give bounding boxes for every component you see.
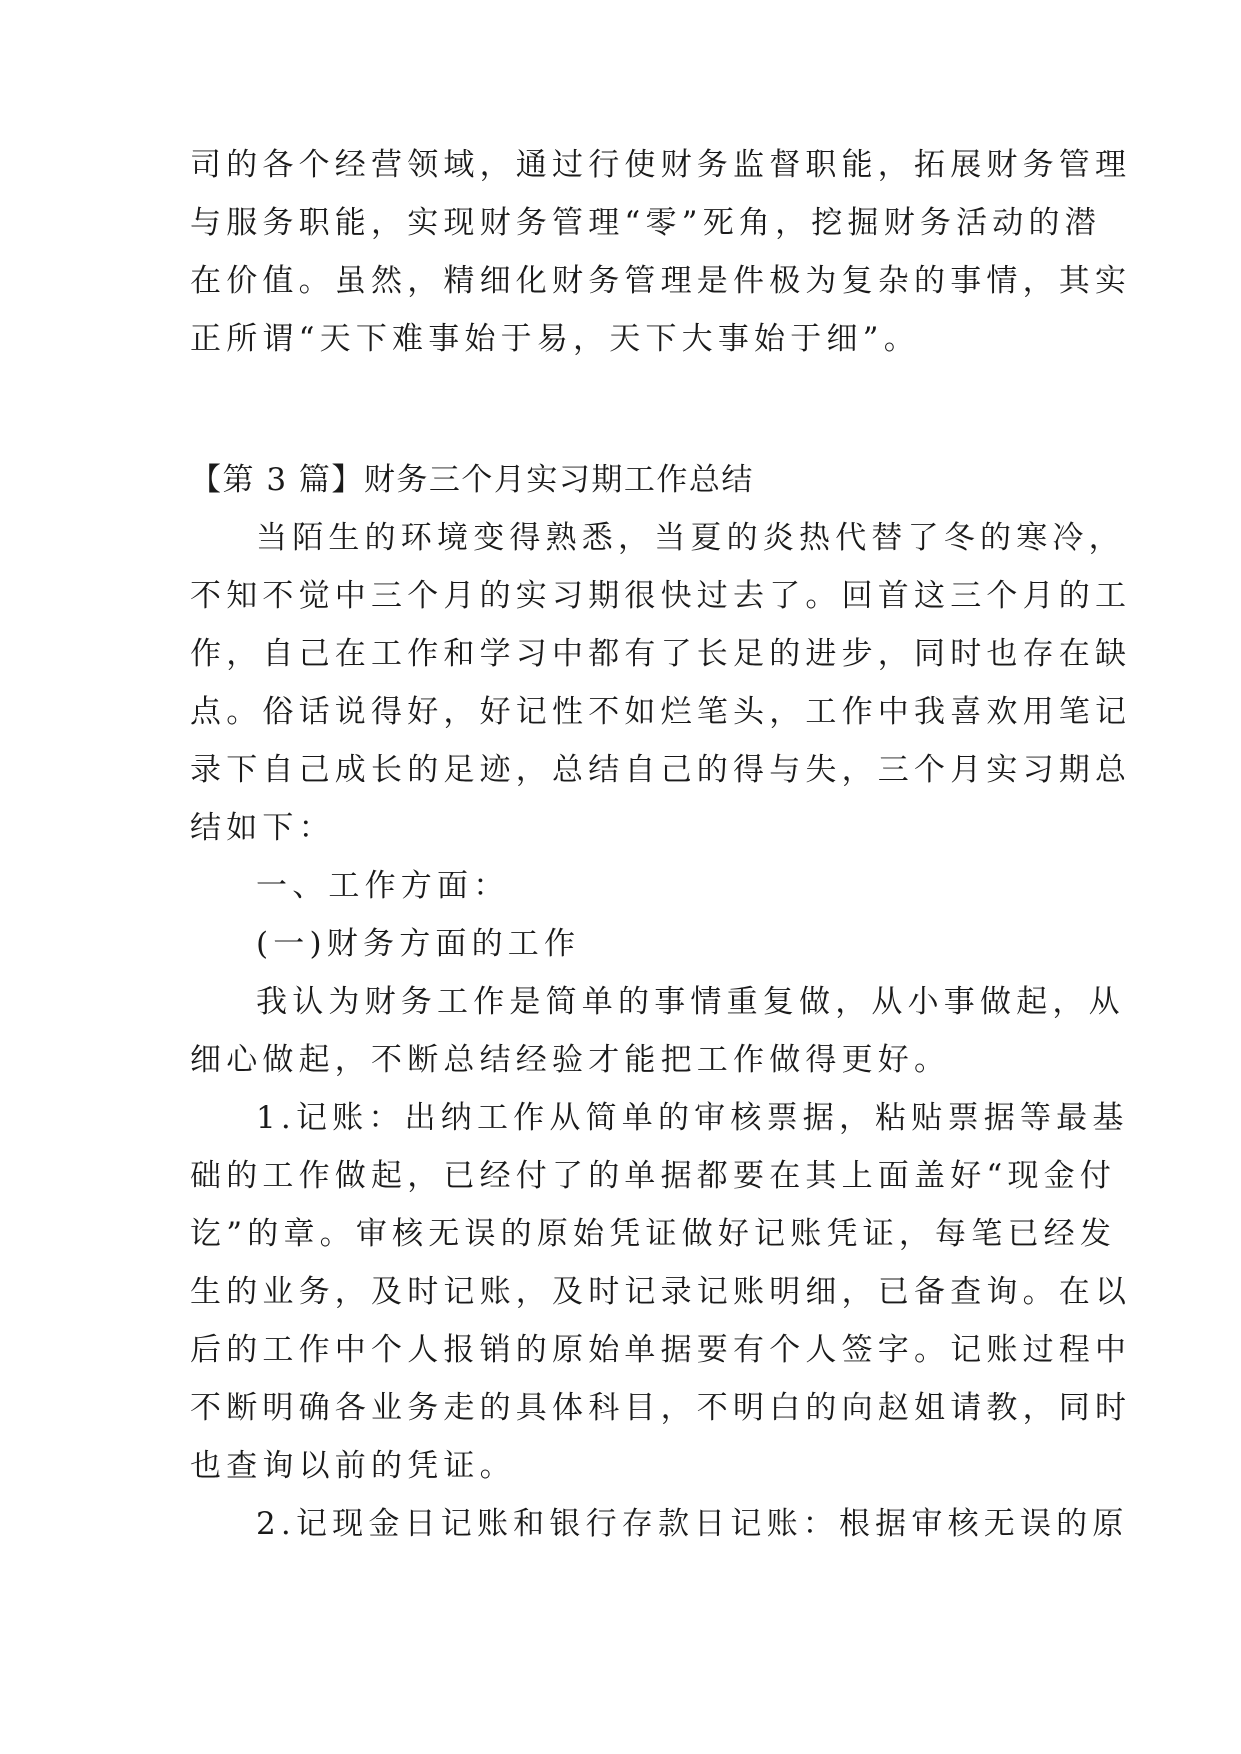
body-text-line: 与服务职能，实现财务管理“零”死角，挖掘财务活动的潜 (190, 205, 1101, 241)
list-item-line: 后的工作中个人报销的原始单据要有个人签字。记账过程中 (190, 1332, 1132, 1368)
list-item-line: 讫”的章。审核无误的原始凭证做好记账凭证，每笔已经发 (190, 1216, 1117, 1252)
section-title: 【第 3 篇】财务三个月实习期工作总结 (190, 462, 754, 498)
list-item-line: 2.记现金日记账和银行存款日记账：根据审核无误的原 (256, 1506, 1129, 1542)
body-text-line: 在价值。虽然，精细化财务管理是件极为复杂的事情，其实 (190, 263, 1132, 299)
body-text-line: 正所谓“天下难事始于易，天下大事始于细”。 (190, 321, 920, 357)
list-item-line: 础的工作做起，已经付了的单据都要在其上面盖好“现金付 (190, 1158, 1117, 1194)
body-text-line: 我认为财务工作是简单的事情重复做，从小事做起，从 (256, 984, 1125, 1020)
heading-level-2: (一)财务方面的工作 (256, 926, 581, 962)
body-text-line: 当陌生的环境变得熟悉，当夏的炎热代替了冬的寒冷， (256, 520, 1125, 556)
body-text-line: 不知不觉中三个月的实习期很快过去了。回首这三个月的工 (190, 578, 1132, 614)
body-text-line: 录下自己成长的足迹，总结自己的得与失，三个月实习期总 (190, 752, 1132, 788)
body-text-line: 结如下： (190, 810, 335, 846)
body-text-line: 点。俗话说得好，好记性不如烂笔头，工作中我喜欢用笔记 (190, 694, 1132, 730)
list-item-line: 生的业务，及时记账，及时记录记账明细，已备查询。在以 (190, 1274, 1132, 1310)
body-text-line: 司的各个经营领域，通过行使财务监督职能，拓展财务管理 (190, 147, 1132, 183)
list-item-line: 不断明确各业务走的具体科目，不明白的向赵姐请教，同时 (190, 1390, 1132, 1426)
body-text-line: 作，自己在工作和学习中都有了长足的进步，同时也存在缺 (190, 636, 1132, 672)
heading-level-1: 一、工作方面： (256, 868, 510, 904)
list-item-line: 1.记账：出纳工作从简单的审核票据，粘贴票据等最基 (256, 1100, 1129, 1136)
list-item-line: 也查询以前的凭证。 (190, 1448, 516, 1484)
body-text-line: 细心做起，不断总结经验才能把工作做得更好。 (190, 1042, 951, 1078)
